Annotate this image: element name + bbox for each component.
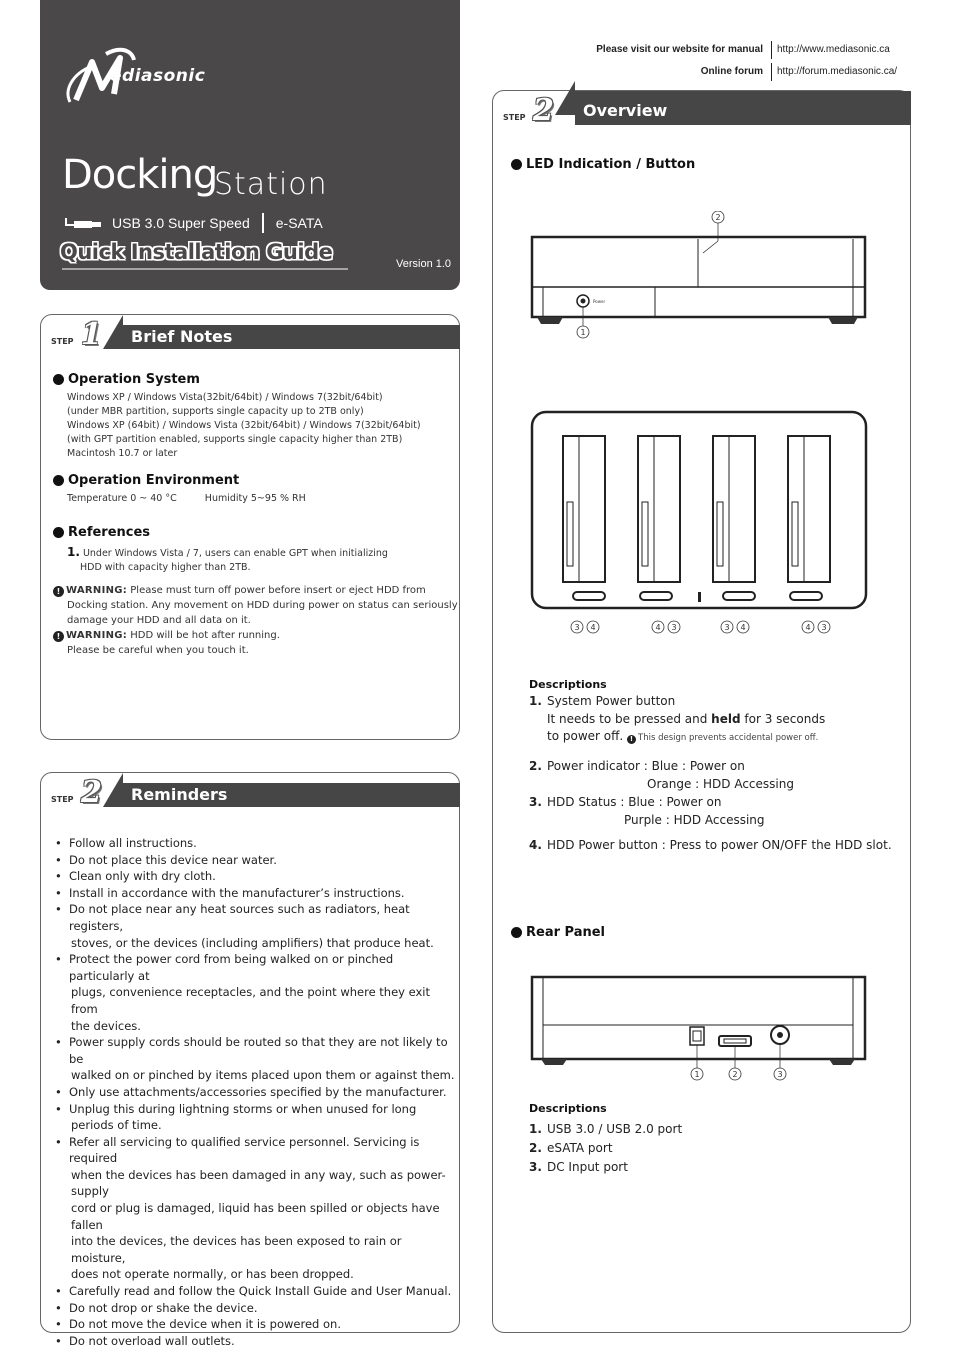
references-heading (53, 525, 150, 540)
warning-text: Please be careful when you touch it. (67, 645, 249, 656)
divider (771, 63, 772, 81)
title-docking: Docking (62, 152, 218, 198)
descriptions-title: Descriptions (529, 678, 607, 691)
reference-line: Under Windows Vista / 7, users can enable GPT when initializing (82, 548, 388, 559)
step-header (493, 91, 910, 128)
interface-line (64, 213, 323, 233)
list-item: • Do not move the device when it is powered on. (55, 1316, 455, 1333)
references-title: References (68, 525, 151, 540)
usb-icon (64, 216, 104, 230)
svg-text:4: 4 (740, 623, 746, 632)
info-icon: ! (627, 735, 636, 744)
step-word: STEP (503, 113, 526, 122)
os-heading (53, 372, 200, 387)
reminders-panel (40, 772, 460, 1348)
version-label: Version 1.0 (396, 258, 452, 270)
list-item: • Do not place near any heat sources such as radiators, heat registers, (55, 901, 455, 934)
list-item (529, 1158, 682, 1177)
forum-url[interactable]: http://forum.mediasonic.ca/ (777, 66, 898, 77)
text: Orange : HDD Accessing (647, 776, 794, 791)
warning-text: HDD will be hot after running. (130, 630, 280, 641)
callout-1: 1 (694, 1070, 700, 1079)
os-list (67, 391, 421, 461)
forum-link-row (0, 66, 954, 80)
rear-descriptions-title: Descriptions (529, 1102, 607, 1115)
list-item-continued: plugs, convenience receptacles, and the point where they exit from (71, 985, 431, 1016)
env-values (67, 492, 306, 506)
callout-3: 3 (777, 1070, 783, 1079)
temperature: Temperature 0 ~ 40 °C (67, 493, 177, 504)
usb-port-icon (690, 1027, 704, 1045)
rear-panel-heading (511, 925, 605, 940)
callouts-slot-4 (802, 621, 830, 633)
svg-text:4: 4 (805, 623, 811, 632)
guide-title: Quick Installation Guide (60, 240, 333, 264)
text: System Power button (547, 694, 676, 708)
slot-1 (563, 436, 605, 600)
list-item: • Protect the power cord from being walked on or pinched particularly at (55, 951, 455, 984)
warning-icon: ! (53, 631, 64, 642)
warning-text: Docking station. Any movement on HDD during power on status can seriously (67, 600, 458, 611)
rear-view-diagram (523, 971, 883, 1095)
text: DC Input port (547, 1160, 628, 1174)
front-view-diagram (523, 211, 883, 351)
list-item (529, 1139, 682, 1158)
step-word: STEP (51, 337, 74, 346)
manual-url[interactable]: http://www.mediasonic.ca (777, 44, 890, 55)
warning-label: WARNING: (66, 585, 128, 596)
number: 2. (529, 759, 542, 773)
os-line: Macintosh 10.7 or later (67, 448, 178, 459)
reference-line: HDD with capacity higher than 2TB. (80, 562, 251, 573)
number: 3. (529, 1160, 542, 1174)
warning-text: damage your HDD and all data on it. (67, 615, 251, 626)
step-title (575, 91, 911, 125)
env-title: Operation Environment (68, 473, 240, 488)
text: eSATA port (547, 1141, 613, 1155)
title-station: Station (214, 167, 328, 202)
number: 3. (529, 795, 542, 809)
reference-number: 1. (67, 545, 80, 559)
divider (771, 41, 772, 59)
reference-item (67, 545, 388, 575)
bullet-dot-icon (53, 374, 64, 385)
list-item-continued: does not operate normally, or has been dropped. (71, 1267, 354, 1282)
list-item-continued: into the devices, the devices has been exposed to rain or moisture, (71, 1234, 402, 1265)
bullet-dot-icon (511, 927, 522, 938)
svg-text:3: 3 (574, 623, 580, 632)
os-line: (under MBR partition, supports single capacity up to 2TB only) (67, 406, 364, 417)
step-number: 2 (533, 93, 554, 128)
text: Purple : HDD Accessing (624, 812, 765, 827)
os-line: (with GPT partition enabled, supports single capacity higher than 2TB) (67, 434, 403, 445)
step-number: 2 (81, 775, 102, 810)
list-item: • Carefully read and follow the Quick Install Guide and User Manual. (55, 1283, 455, 1300)
list-item: • Unplug this during lightning storms or when unused for long (55, 1101, 455, 1118)
svg-text:3: 3 (671, 623, 677, 632)
list-item: • Refer all servicing to qualified service personnel. Servicing is required (55, 1134, 455, 1167)
list-item: • Follow all instructions. (55, 835, 455, 852)
list-item: • Power supply cords should be routed so that they are not likely to be (55, 1034, 455, 1067)
esata-label: e-SATA (275, 215, 323, 231)
svg-text:3: 3 (724, 623, 730, 632)
list-item: • Do not place this device near water. (55, 852, 455, 869)
step-header (41, 315, 459, 352)
bullet-dot-icon (53, 475, 64, 486)
os-line: Windows XP (64bit) / Windows Vista (32bit/64bit) / Windows 7(32bit/64bit) (67, 420, 421, 431)
list-item (529, 1120, 682, 1139)
number: 4. (529, 838, 542, 852)
led-heading (511, 157, 695, 172)
description-4 (529, 837, 892, 855)
reminder-list (55, 835, 455, 1349)
warning-icon: ! (53, 586, 64, 597)
callouts-slot-3 (721, 621, 749, 633)
top-view-diagram (523, 406, 883, 646)
brand-name: ediasonic (110, 66, 206, 86)
bullet-dot-icon (511, 159, 522, 170)
list-item-continued: the devices. (71, 1018, 141, 1033)
led-title: LED Indication / Button (526, 157, 696, 172)
description-1 (529, 693, 825, 748)
description-2 (529, 758, 794, 793)
warning-1 (53, 583, 458, 628)
list-item: • Only use attachments/accessories specified by the manufacturer. (55, 1084, 455, 1101)
slot-4 (788, 436, 830, 600)
warning-text: Please must turn off power before insert or eject HDD from (130, 585, 426, 596)
list-item-continued: periods of time. (71, 1118, 162, 1133)
warning-label: WARNING: (66, 630, 128, 641)
callouts-slot-1 (571, 621, 599, 633)
emphasis: held (711, 711, 741, 726)
manual-label: Please visit our website for manual (596, 44, 763, 55)
svg-text:4: 4 (655, 623, 661, 632)
text: for 3 seconds (740, 711, 826, 726)
step-title-text: Brief Notes (131, 327, 233, 346)
callout-2: 2 (732, 1070, 738, 1079)
humidity: Humidity 5~95 % RH (204, 493, 306, 504)
text: It needs to be pressed and (547, 711, 712, 726)
power-label: Power (593, 299, 606, 304)
step-title (123, 783, 460, 807)
list-item-continued: when the devices has been damaged in any way, such as power-supply (71, 1167, 446, 1199)
os-line: Windows XP / Windows Vista(32bit/64bit) / Windows 7(32bit/64bit) (67, 392, 383, 403)
forum-label: Online forum (700, 66, 763, 77)
brief-notes-panel (40, 314, 460, 740)
number: 2. (529, 1141, 542, 1155)
number: 1. (529, 694, 542, 708)
manual-link-row (0, 44, 954, 58)
slot-2 (638, 436, 680, 600)
rear-title: Rear Panel (526, 925, 606, 940)
step-number: 1 (81, 317, 102, 352)
dc-input-icon (771, 1026, 789, 1044)
usb-label: USB 3.0 Super Speed (112, 215, 250, 231)
number: 1. (529, 1122, 542, 1136)
divider (262, 213, 264, 233)
guide-underline (62, 266, 352, 272)
text: HDD Power button : Press to power ON/OFF the HDD slot. (547, 838, 892, 852)
os-title: Operation System (68, 372, 200, 387)
esata-port-icon (719, 1036, 751, 1046)
text: Power indicator : Blue : Power on (547, 759, 745, 773)
callout-1: 1 (580, 328, 586, 337)
text: HDD Status : Blue : Power on (547, 795, 722, 809)
warning-2 (53, 628, 280, 658)
text: to power off. (547, 729, 624, 743)
bullet-dot-icon (53, 527, 64, 538)
overview-panel (492, 90, 911, 1333)
step-title-text: Reminders (131, 785, 228, 804)
list-item: • Do not drop or shake the device. (55, 1300, 455, 1317)
list-item: • Install in accordance with the manufacturer’s instructions. (55, 885, 455, 902)
rear-descriptions (529, 1120, 682, 1177)
step-title-text: Overview (583, 101, 668, 120)
env-heading (53, 473, 239, 488)
step-word: STEP (51, 795, 74, 804)
svg-text:3: 3 (821, 623, 827, 632)
list-item: • Do not overload wall outlets. (55, 1333, 455, 1350)
slot-3 (713, 436, 755, 600)
list-item: • Clean only with dry cloth. (55, 868, 455, 885)
note: This design prevents accidental power off. (638, 733, 819, 743)
callout-2: 2 (715, 213, 721, 222)
description-3 (529, 794, 765, 829)
step-title (123, 325, 460, 349)
list-item-continued: cord or plug is damaged, liquid has been spilled or objects have fallen (71, 1201, 440, 1232)
callouts-slot-2 (652, 621, 680, 633)
step-header (41, 773, 459, 810)
list-item-continued: stoves, or the devices (including amplifiers) that produce heat. (71, 935, 434, 950)
text: USB 3.0 / USB 2.0 port (547, 1122, 683, 1136)
svg-text:4: 4 (590, 623, 596, 632)
list-item-continued: walked on or pinched by items placed upon them or against them. (71, 1068, 455, 1083)
